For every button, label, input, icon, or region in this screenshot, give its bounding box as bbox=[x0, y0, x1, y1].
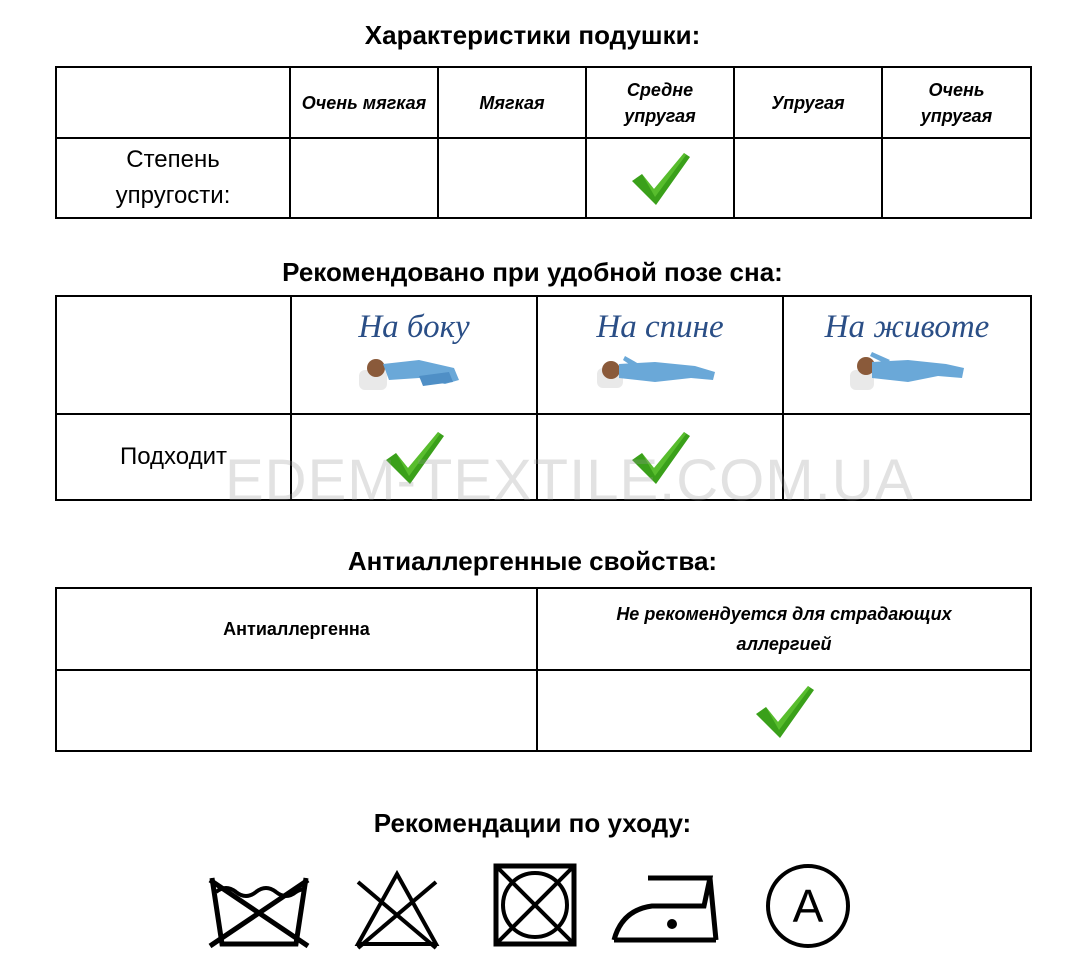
pose-row-label: Подходит bbox=[56, 414, 291, 500]
firmness-header-very-soft: Очень мягкая bbox=[290, 67, 438, 138]
pose-header-back: На спине bbox=[537, 296, 783, 414]
do-not-wash-icon bbox=[204, 870, 314, 950]
allergy-header-antiallergenic: Антиаллергенна bbox=[56, 588, 537, 670]
care-icons-row bbox=[0, 858, 1065, 958]
stomach-sleeper-image bbox=[842, 346, 972, 396]
watermark: EDEM-TEXTILE.COM.UA bbox=[225, 448, 915, 513]
pose-header-empty bbox=[56, 296, 291, 414]
do-not-bleach-icon bbox=[352, 868, 442, 950]
side-sleeper-image bbox=[349, 346, 479, 396]
firmness-header-soft: Мягкая bbox=[438, 67, 586, 138]
back-sleeper-image bbox=[595, 346, 725, 396]
allergy-cell-antiallergenic bbox=[56, 670, 537, 751]
section4-title: Рекомендации по уходу: bbox=[373, 808, 692, 838]
iron-low-temp-icon bbox=[610, 870, 722, 946]
firmness-cell-very-firm bbox=[882, 138, 1031, 218]
allergy-cell-not-recommended bbox=[537, 670, 1031, 751]
firmness-cell-medium bbox=[586, 138, 734, 218]
firmness-cell-very-soft bbox=[290, 138, 438, 218]
firmness-cell-firm bbox=[734, 138, 882, 218]
dry-clean-a-icon bbox=[764, 862, 852, 950]
pose-header-stomach: На животе bbox=[783, 296, 1031, 414]
firmness-header-medium: Средне упругая bbox=[586, 67, 734, 138]
checkmark-icon bbox=[752, 680, 816, 742]
firmness-cell-soft bbox=[438, 138, 586, 218]
firmness-header-empty bbox=[56, 67, 290, 138]
do-not-tumble-dry-icon bbox=[492, 862, 578, 948]
section2-title: Рекомендовано при удобной позе сна: bbox=[282, 257, 783, 287]
section3-title: Антиаллергенные свойства: bbox=[347, 546, 718, 576]
checkmark-icon bbox=[628, 147, 692, 209]
allergy-table bbox=[55, 587, 1032, 752]
firmness-header-firm: Упругая bbox=[734, 67, 882, 138]
allergy-header-not-recommended: Не рекомендуется для страдающих аллергией bbox=[537, 588, 1031, 670]
svg-text:A: A bbox=[792, 880, 824, 932]
firmness-table bbox=[55, 66, 1032, 219]
firmness-row-label: Степень упругости: bbox=[56, 138, 290, 218]
pose-header-side: На боку bbox=[291, 296, 537, 414]
firmness-header-very-firm: Очень упругая bbox=[882, 67, 1031, 138]
section1-title: Характеристики подушки: bbox=[364, 20, 701, 50]
